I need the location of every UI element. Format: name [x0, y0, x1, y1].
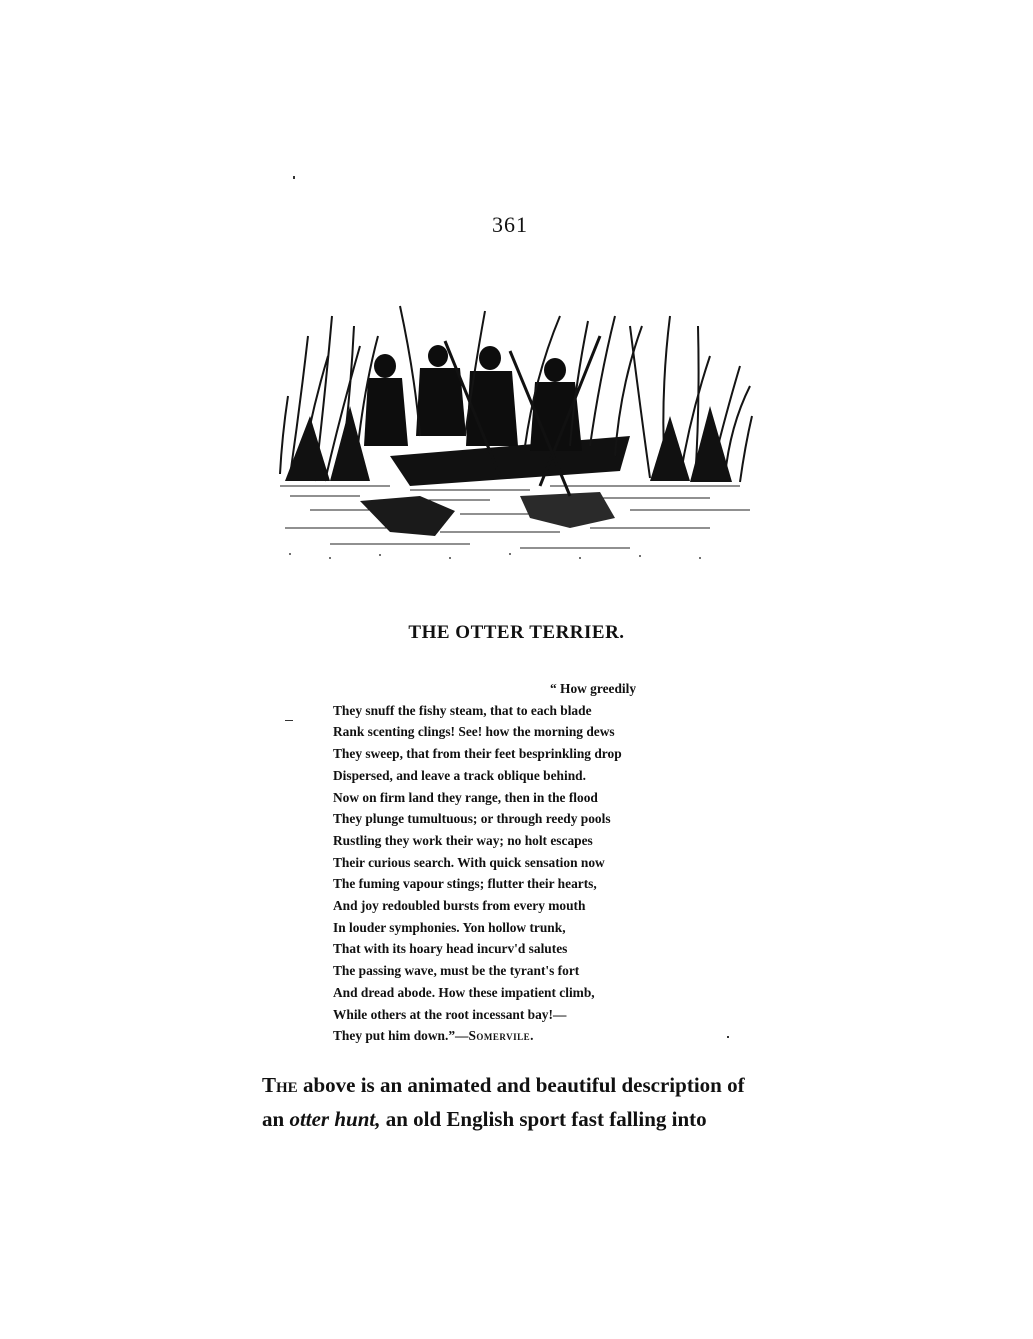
prose-text: above is an animated and beautiful description of [297, 1073, 745, 1097]
poem-line: And joy redoubled bursts from every mouth [333, 898, 586, 914]
poem-line: The passing wave, must be the tyrant's fort [333, 963, 580, 979]
prose-line [262, 1102, 802, 1136]
poem-line: They sweep, that from their feet besprinkling drop [333, 746, 622, 762]
otter-hunt-illustration [270, 296, 760, 564]
prose-text: an old English sport fast falling into [380, 1107, 707, 1131]
scan-speck [727, 1036, 729, 1038]
prose-lead-word: The [262, 1073, 298, 1097]
poem-line: The fuming vapour stings; flutter their hearts, [333, 876, 597, 892]
poem-line: That with its hoary head incurv'd salutes [333, 941, 568, 957]
body-paragraph [262, 1068, 802, 1136]
scan-speck [293, 176, 295, 179]
stipple [289, 553, 701, 559]
page-number: 361 [492, 212, 528, 237]
poem-line: Now on firm land they range, then in the flood [333, 789, 598, 805]
poem-line: And dread abode. How these impatient climb, [333, 984, 595, 1000]
poem-line: Rustling they work their way; no holt escapes [333, 832, 593, 848]
poem-last-line [333, 1025, 753, 1047]
water-hatching [280, 486, 750, 548]
poem-line: While others at the root incessant bay!— [333, 1006, 567, 1022]
poem-attribution: Somervile. [468, 1028, 534, 1044]
poem-line: They plunge tumultuous; or through reedy pools [333, 811, 611, 827]
poem-line: In louder symphonies. Yon hollow trunk, [333, 919, 566, 935]
scan-speck [285, 720, 293, 721]
poem-line: Their curious search. With quick sensation now [333, 854, 605, 870]
poem-line: Dispersed, and leave a track oblique behind. [333, 767, 586, 783]
boat-reflection [520, 492, 615, 528]
poem-last-line-text: They put him down.”— [333, 1028, 469, 1044]
otter-shape [360, 496, 455, 536]
poem-line: They snuff the fishy steam, that to each blade [333, 702, 592, 718]
poem-quotation [333, 678, 753, 1047]
poem-line: Rank scenting clings! See! how the morning dews [333, 724, 615, 740]
hunters [364, 345, 582, 451]
section-title: THE OTTER TERRIER. [408, 622, 625, 643]
prose-text: an [262, 1107, 290, 1131]
engraving-artwork [270, 296, 760, 564]
prose-emphasis: otter hunt, [289, 1107, 381, 1131]
poem-line: “ How greedily [550, 681, 637, 696]
prose-line [262, 1068, 802, 1102]
